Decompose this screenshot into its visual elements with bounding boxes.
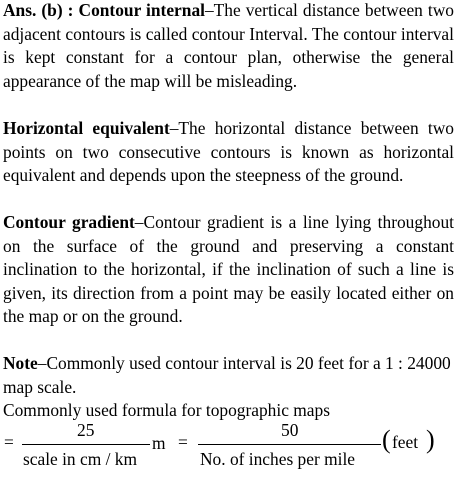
note-text: –Commonly used contour interval is 20 feet for a 1 : 24000 map scale. bbox=[3, 353, 451, 397]
note-heading: Note bbox=[3, 353, 38, 373]
formula-right-paren: ) bbox=[426, 425, 435, 454]
formula-fraction-bar-1 bbox=[22, 444, 150, 445]
horizontal-equivalent-heading: Horizontal equivalent bbox=[3, 118, 170, 138]
formula-fraction-bar-2 bbox=[198, 444, 381, 445]
formula-unit-1: m bbox=[152, 433, 166, 453]
formula-left-paren: ( bbox=[382, 425, 391, 454]
contour-gradient-paragraph bbox=[3, 211, 454, 329]
formula-equals-1: = bbox=[4, 432, 14, 452]
formula-equals-2: = bbox=[178, 432, 188, 452]
formula-numerator-2: 50 bbox=[281, 420, 299, 440]
formula-denominator-2: No. of inches per mile bbox=[200, 449, 356, 469]
formula-numerator-1: 25 bbox=[77, 420, 95, 440]
formula-unit-2: feet bbox=[392, 432, 419, 452]
contour-gradient-heading: Contour gradient bbox=[3, 212, 135, 232]
answer-text: –The vertical distance between two adjacent contours is called contour Interval. The contour interval is kept constant for a contour plan, otherwise the general appearance of the map will be misleading. bbox=[3, 0, 454, 91]
formula-denominator-1: scale in cm / km bbox=[23, 449, 137, 469]
formula-intro: Commonly used formula for topographic maps bbox=[3, 400, 330, 420]
answer-heading: Ans. (b) : Contour internal bbox=[3, 0, 205, 20]
horizontal-equivalent-text: –The horizontal distance between two points on two consecutive contours is known as horizontal equivalent and depends upon the steepness of the ground. bbox=[3, 118, 454, 185]
note-paragraph bbox=[3, 352, 454, 399]
contour-gradient-text: –Contour gradient is a line lying throughout on the surface of the ground and preserving a constant inclination to the horizontal, if the inclination of such a line is given, its direction from a point may be easily located either on the map or on the ground. bbox=[3, 212, 454, 326]
horizontal-equivalent-paragraph bbox=[3, 117, 454, 188]
formula bbox=[0, 420, 457, 478]
answer-paragraph bbox=[3, 0, 454, 93]
